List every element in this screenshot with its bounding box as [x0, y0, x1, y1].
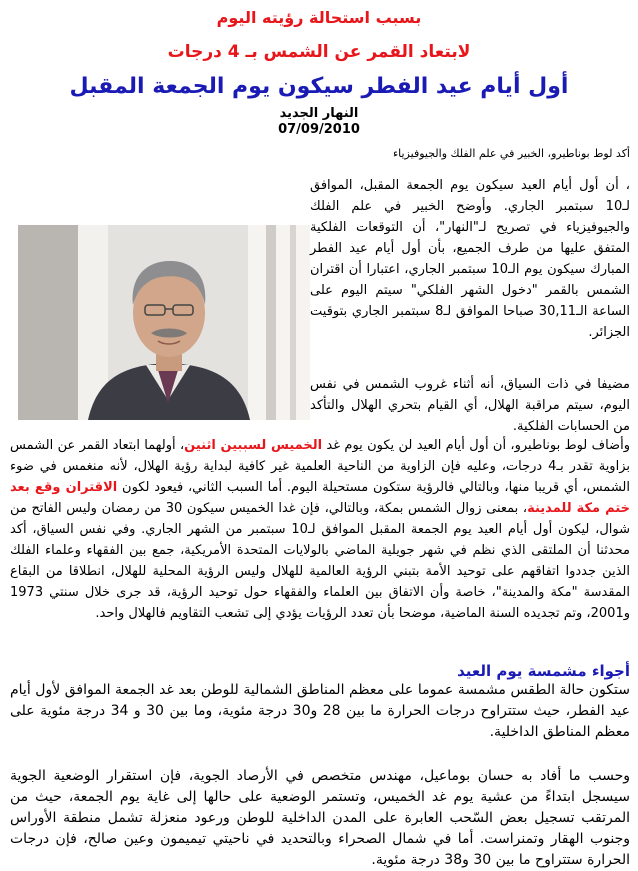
paragraph-5: وحسب ما أفاد به حسان بوماعيل، مهندس متخصص في الأرصاد الجوية، فإن استقرار الوضعية الجوية سيسجل ابتداءً من عشية يوم غد الخميس، وتستمر الوضعية على حالها إلى غاية يوم الجمعة، حيث من المرتقب تسجيل بعض السّحب العابرة على المدن الداخلية للوطن ورعود منعزلة تشمل منطقة الأوراس وجنوب الهقار وتمنراست. أما في شمال الصحراء وبالتحديد في ناحيتي تيميمون وعين صالح، فإن درجات الحرارة ستتراوح ما بين 30 و38 درجة مئوية. [10, 768, 630, 868]
paragraph-3 [10, 435, 630, 624]
article-headline: أول أيام عيد الفطر سيكون يوم الجمعة المقبل [69, 74, 569, 99]
highlight-two-reasons: الخميس لسببين اثنين [184, 438, 323, 453]
source-name: النهار الجديد [279, 106, 359, 121]
article-source [0, 106, 638, 138]
portrait-illustration [18, 225, 310, 420]
kicker-line-2: لابتعاد القمر عن الشمس بـ 4 درجات [167, 42, 471, 62]
highlight-conjunction: الاقتران وقع بعد ختم مكة للمدينة [10, 480, 630, 516]
intro-line: أكد لوط بوناطيرو، الخبير في علم الفلك والجيوفيزياء [392, 147, 630, 160]
paragraph-3-part-a: وأضاف لوط بوناطيرو، أن أول أيام العيد لن يكون يوم غد [322, 438, 630, 453]
section-subheading: أجواء مشمسة يوم العيد [457, 662, 630, 680]
paragraph-4: ستكون حالة الطقس مشمسة عموما على معظم المناطق الشمالية للوطن بعد غد الجمعة الموافق لأول أيام عيد الفطر، حيث ستتراوح درجات الحرارة ما بين 28 و30 درجة مئوية، وما بين 30 و 34 درجة مئوية على معظم المناطق الداخلية. [10, 682, 630, 740]
paragraph-1: ، أن أول أيام العيد سيكون يوم الجمعة المقبل، الموافق لـ10 سبتمبر الجاري. وأوضح الخبير في علم الفلك والجيوفيزياء في تصريح لـ"النهار"، أن التوقعات الفلكية المتفق عليها من طرف الجميع، بأن أول أيام عيد الفطر المبارك سيكون يوم الـ10 سبتمبر الجاري، اعتبارا أن اقتران الشمس بالقمر "دخول الشهر الفلكي" سيتم اليوم على الساعة الـ30,11 صباحا الموافق لـ8 سبتمبر الجاري بتوقيت الجزائر. [310, 178, 630, 340]
paragraph-3-part-c: ، بمعنى زوال الشمس بمكة، وبالتالي، فإن غدا الخميس سيكون 30 من رمضان وليس الفاتح من شوال، ليكون أول أيام العيد يوم الجمعة المقبل الموافق لـ10 سبتمبر من الشهر الجاري. وفي نفس السياق، أكد محدثنا أن الملتقى الذي نظم في شهر جويلية الماضي بالولايات المتحدة الأمريكية، جمع بين الفقهاء وعلماء الفلك الذين جددوا اتفاقهم على توحيد الأمة بتبني الرؤية العالمية للهلال وليس الرؤية المحلية للهلال، انطلاقا من البقاع المقدسة "مكة والمدينة"، خاصة وأن الاتفاق بين العلماء والفقهاء حول توحيد الرؤية، قد جرى خلال سنتي 1973 و2001، وتم تجديده السنة الماضية، موضحا بأن تعدد الرؤيات يؤدي إلى تشعب التقاويم فالهلال واحد. [10, 501, 630, 621]
paragraph-3-part-b: ، أولهما ابتعاد القمر عن الشمس بزاوية تقدر بـ4 درجات، وعليه فإن الزاوية من الناحية العلمية غير كافية لبداية رؤية الهلال، لأنه منغمس في ضوء الشمس، أي قريبا منها، وبالتالي فالرؤية ستكون مستحيلة اليوم. أما السبب الثاني، فيعود لكون [10, 438, 630, 495]
kicker-line-1: بسبب استحالة رؤيته اليوم [216, 8, 422, 27]
publication-date: 07/09/2010 [278, 122, 360, 137]
paragraph-2: مضيفا في ذات السياق، أنه أثناء غروب الشمس في نفس اليوم، سيتم مراقبة الهلال، أي القيام بتحري الهلال والتأكد من الحسابات الفلكية. [310, 377, 630, 434]
portrait-photo [18, 225, 310, 420]
